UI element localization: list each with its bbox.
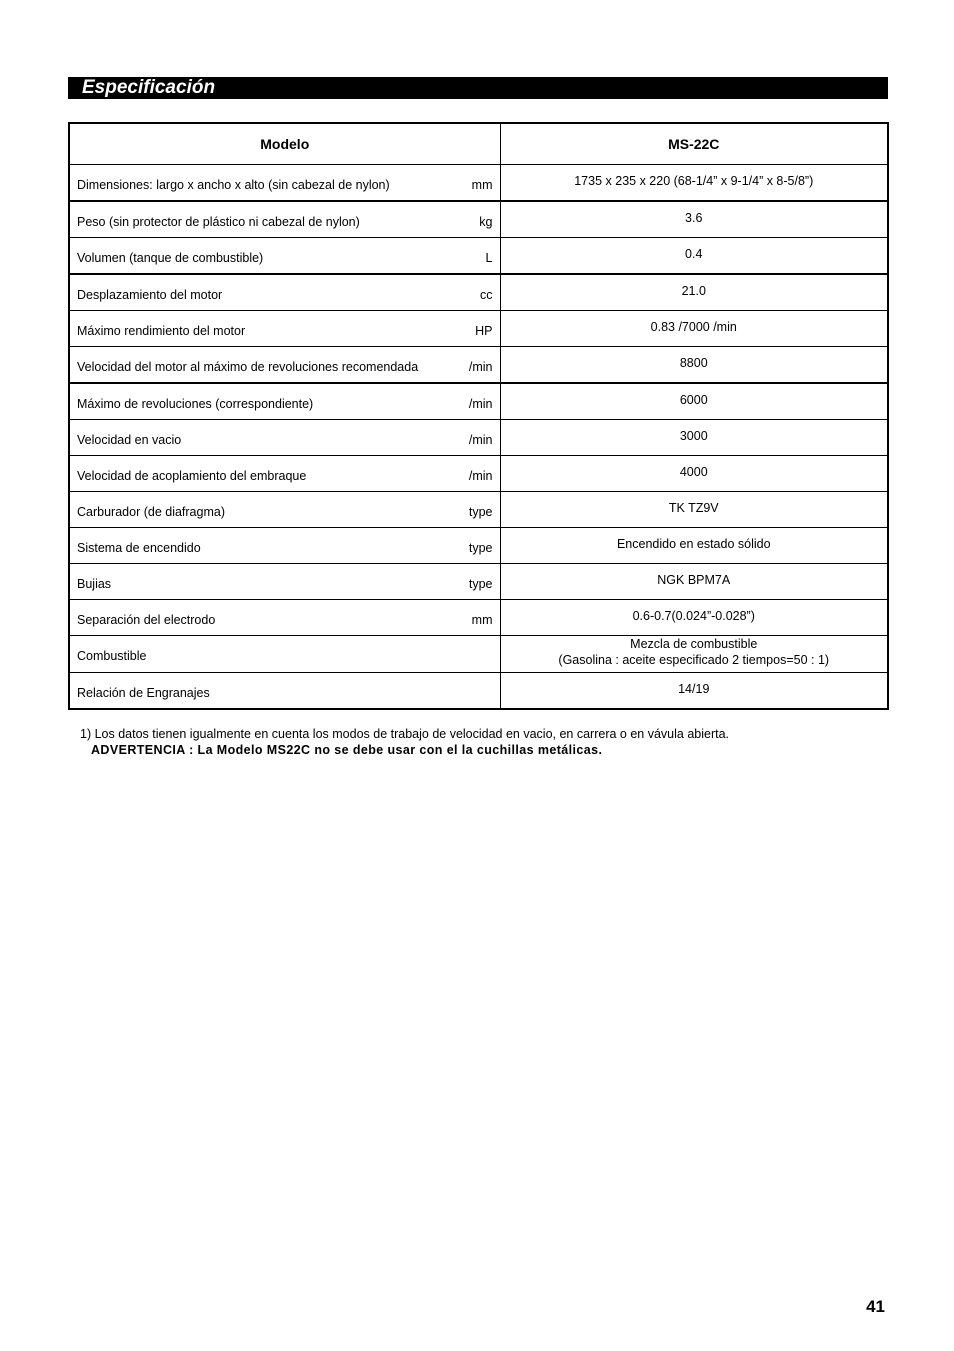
table-row xyxy=(69,456,888,492)
row-unit: mm xyxy=(471,177,493,192)
row-label: Dimensiones: largo x ancho x alto (sin cabezal de nylon) xyxy=(77,177,390,192)
row-value: 6000 xyxy=(679,392,708,407)
row-label: Bujias xyxy=(77,576,112,591)
row-label: Velocidad en vacio xyxy=(77,432,182,447)
table-row xyxy=(69,420,888,456)
row-label: Velocidad del motor al máximo de revoluciones recomendada xyxy=(77,359,419,374)
table-row xyxy=(69,673,888,710)
row-unit: cc xyxy=(480,287,493,302)
table-row xyxy=(69,201,888,238)
row-value: 21.0 xyxy=(681,283,706,298)
table-row xyxy=(69,492,888,528)
table-row xyxy=(69,347,888,384)
table-row xyxy=(69,528,888,564)
row-value: 0.4 xyxy=(685,246,703,261)
specification-table xyxy=(68,122,889,710)
row-value: 3000 xyxy=(679,428,708,443)
row-unit: type xyxy=(468,540,493,555)
row-unit: type xyxy=(468,576,493,591)
row-label: Separación del electrodo xyxy=(77,612,216,627)
notes xyxy=(80,726,729,758)
row-unit: HP xyxy=(475,323,493,338)
header-model-value: MS-22C xyxy=(500,123,888,165)
row-unit: /min xyxy=(468,468,493,483)
table-row xyxy=(69,165,888,202)
row-value: 4000 xyxy=(679,464,708,479)
table-row xyxy=(69,274,888,311)
row-value: TK TZ9V xyxy=(668,500,719,515)
row-unit: /min xyxy=(468,396,493,411)
row-value: 0.83 /7000 /min xyxy=(650,319,737,334)
row-label: Volumen (tanque de combustible) xyxy=(77,250,264,265)
section-title: Especificación xyxy=(68,77,888,99)
table-row xyxy=(69,564,888,600)
table-header-row xyxy=(69,123,888,165)
row-label: Máximo de revoluciones (correspondiente) xyxy=(77,396,314,411)
row-value: Encendido en estado sólido xyxy=(616,536,771,551)
row-label: Desplazamiento del motor xyxy=(77,287,223,302)
row-label: Relación de Engranajes xyxy=(77,685,210,700)
row-label: Sistema de encendido xyxy=(77,540,201,555)
row-value xyxy=(501,636,888,672)
footnote: 1) Los datos tienen igualmente en cuenta los modos de trabajo de velocidad en vacio, en carrera o en vávula abierta. xyxy=(80,727,730,741)
table-row xyxy=(69,600,888,636)
page-number: 41 xyxy=(866,1297,885,1316)
row-value: 1735 x 235 x 220 (68-1/4” x 9-1/4” x 8-5/8”) xyxy=(574,173,814,188)
table-row xyxy=(69,383,888,420)
header-model-label: Modelo xyxy=(69,123,500,165)
row-unit: kg xyxy=(479,214,493,229)
row-value: NGK BPM7A xyxy=(657,572,731,587)
row-value: 14/19 xyxy=(678,681,710,696)
row-label: Combustible xyxy=(77,649,147,663)
table-row xyxy=(69,238,888,275)
row-value: 0.6-0.7(0.024”-0.028”) xyxy=(632,608,755,623)
row-value: 3.6 xyxy=(685,210,703,225)
row-value-line-2: (Gasolina : aceite especificado 2 tiempos=50 : 1) xyxy=(558,653,830,667)
table-row xyxy=(69,311,888,347)
row-unit: L xyxy=(485,250,493,265)
warning-text: ADVERTENCIA : La Modelo MS22C no se debe usar con el la cuchillas metálicas. xyxy=(91,743,603,757)
row-label: Carburador (de diafragma) xyxy=(77,504,225,519)
row-value: 8800 xyxy=(679,355,708,370)
row-value-line-1: Mezcla de combustible xyxy=(630,637,758,651)
row-label: Velocidad de acoplamiento del embraque xyxy=(77,468,307,483)
row-unit: type xyxy=(468,504,493,519)
row-label: Máximo rendimiento del motor xyxy=(77,323,246,338)
row-unit: /min xyxy=(468,359,493,374)
table-row xyxy=(69,636,888,673)
row-unit: /min xyxy=(468,432,493,447)
row-label: Peso (sin protector de plástico ni cabezal de nylon) xyxy=(77,214,360,229)
row-unit: mm xyxy=(471,612,493,627)
